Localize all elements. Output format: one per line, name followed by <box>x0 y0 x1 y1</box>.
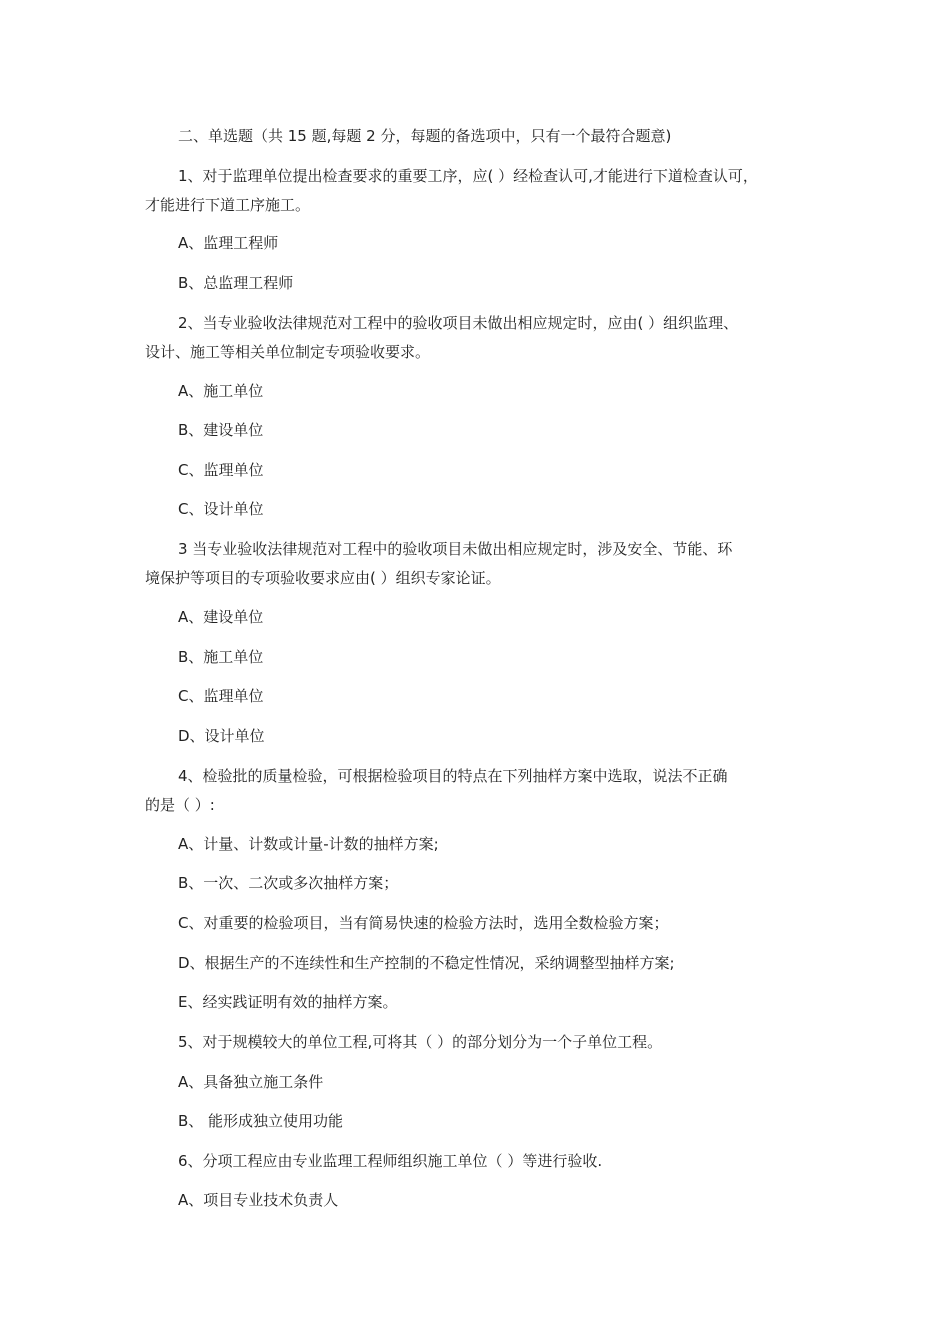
question-4-line-2: 的是（ ）: <box>145 796 215 814</box>
question-3-line-1: 3 当专业验收法律规范对工程中的验收项目未做出相应规定时，涉及安全、节能、环 <box>178 540 733 558</box>
question-1-line-1: 1、对于监理单位提出检查要求的重要工序，应( ）经检查认可,才能进行下道检查认可， <box>178 167 758 185</box>
question-1-option-b: B、总监理工程师 <box>178 274 294 292</box>
question-5-line-1: 5、对于规模较大的单位工程,可将其（ ）的部分划分为一个子单位工程。 <box>178 1033 663 1051</box>
section-heading: 二、单选题（共 15 题,每题 2 分，每题的备选项中，只有一个最符合题意) <box>178 127 672 145</box>
question-1-option-a: A、监理工程师 <box>178 234 279 252</box>
question-4-option-b: B、一次、二次或多次抽样方案； <box>178 874 399 892</box>
question-2-option-a: A、施工单位 <box>178 382 264 400</box>
question-4-option-e: E、经实践证明有效的抽样方案。 <box>178 993 398 1011</box>
question-6-line-1: 6、分项工程应由专业监理工程师组织施工单位（ ）等进行验收. <box>178 1152 603 1170</box>
question-3-line-2: 境保护等项目的专项验收要求应由( ）组织专家论证。 <box>145 569 501 587</box>
question-2-option-c: C、监理单位 <box>178 461 264 479</box>
question-4-option-c: C、对重要的检验项目，当有简易快速的检验方法时，选用全数检验方案； <box>178 914 669 932</box>
question-3-option-b: B、施工单位 <box>178 648 264 666</box>
question-4-line-1: 4、检验批的质量检验，可根据检验项目的特点在下列抽样方案中选取，说法不正确 <box>178 767 728 785</box>
question-1-line-2: 才能进行下道工序施工。 <box>145 196 311 214</box>
question-2-option-d: C、设计单位 <box>178 500 264 518</box>
question-2-option-b: B、建设单位 <box>178 421 264 439</box>
question-2-line-2: 设计、施工等相关单位制定专项验收要求。 <box>145 343 431 361</box>
question-3-option-c: C、监理单位 <box>178 687 264 705</box>
question-3-option-d: D、设计单位 <box>178 727 265 745</box>
question-3-option-a: A、建设单位 <box>178 608 264 626</box>
question-6-option-a: A、项目专业技术负责人 <box>178 1191 339 1209</box>
question-5-option-a: A、具备独立施工条件 <box>178 1073 324 1091</box>
question-4-option-d: D、根据生产的不连续性和生产控制的不稳定性情况，采纳调整型抽样方案; <box>178 954 675 972</box>
question-5-option-b: B、 能形成独立使用功能 <box>178 1112 344 1130</box>
question-2-line-1: 2、当专业验收法律规范对工程中的验收项目未做出相应规定时，应由( ）组织监理、 <box>178 314 739 332</box>
question-4-option-a: A、计量、计数或计量-计数的抽样方案; <box>178 835 439 853</box>
